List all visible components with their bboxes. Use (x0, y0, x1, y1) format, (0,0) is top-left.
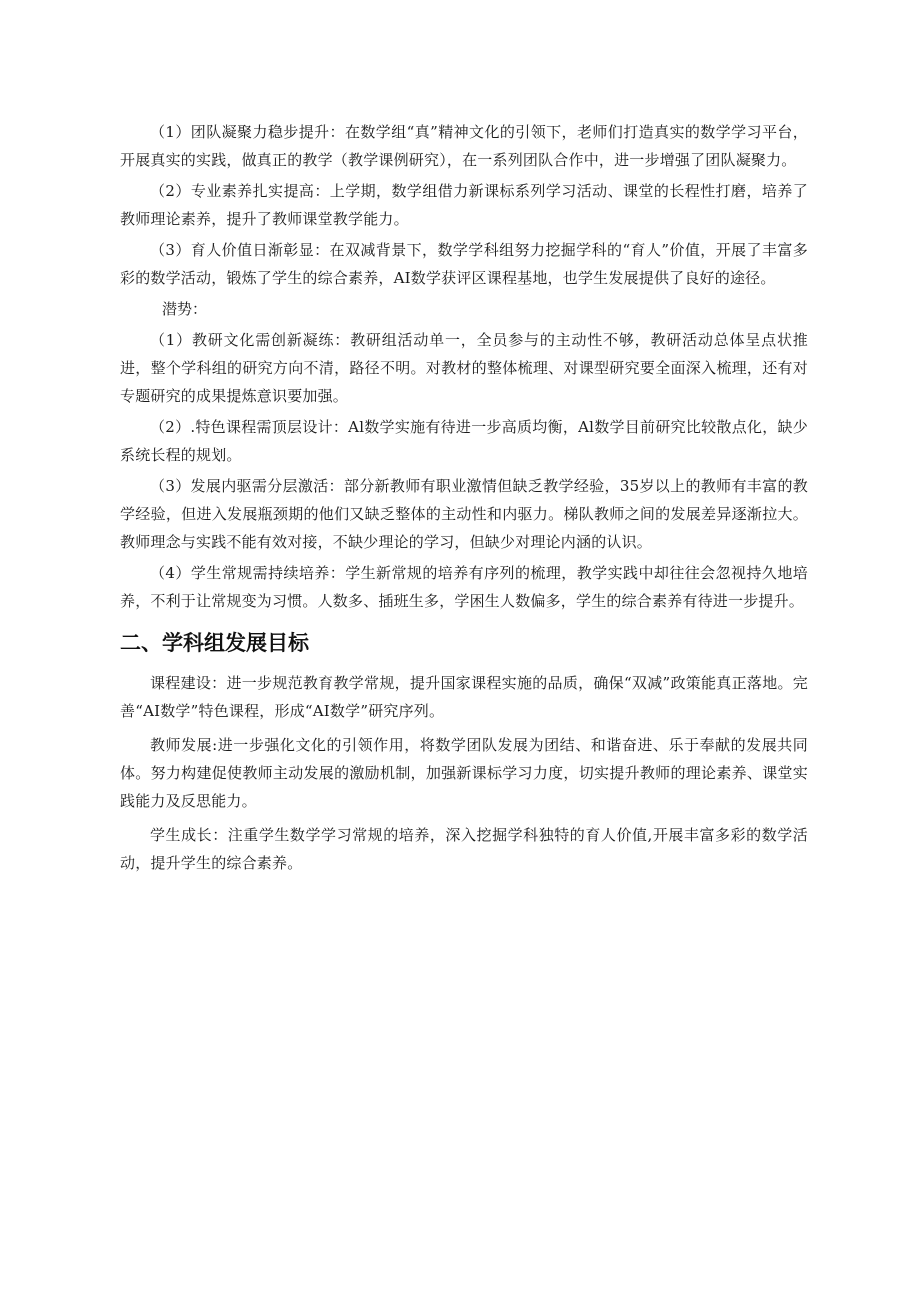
potential-heading: 潜势： (162, 300, 208, 318)
strength-item-2: （2）专业素养扎实提高：上学期，数学组借力新课标系列学习活动、课堂的长程性打磨，培养了教师理论素养，提升了教师课堂教学能力。 (120, 182, 808, 228)
goal-item-student: 学生成长：注重学生数学学习常规的培养，深入挖掘学科独特的育人价值,开展丰富多彩的数学活动，提升学生的综合素养。 (120, 826, 808, 872)
goal-item-teacher: 教师发展:进一步强化文化的引领作用，将数学团队发展为团结、和谐奋进、乐于奉献的发展共同体。努力构建促使教师主动发展的激励机制，加强新课标学习力度，切实提升教师的理论素养、课堂实践能力及反思能力。 (120, 736, 808, 810)
strength-item-1: （1）团队凝聚力稳步提升：在数学组“真”精神文化的引领下，老师们打造真实的数学学习平台，开展真实的实践，做真正的教学（教学课例研究），在一系列团队合作中，进一步增强了团队凝聚力。 (120, 123, 808, 169)
potential-item-1: （1）教研文化需创新凝练：教研组活动单一，全员参与的主动性不够，教研活动总体呈点状推进，整个学科组的研究方向不清，路径不明。对教材的整体梳理、对课型研究要全面深入梳理，还有对专题研究的成果提炼意识要加强。 (120, 331, 808, 405)
section-title-goals: 二、学科组发展目标 (120, 631, 309, 655)
strength-item-3: （3）育人价值日渐彰显：在双减背景下，数学学科组努力挖掘学科的“育人”价值，开展了丰富多彩的数学活动，锻炼了学生的综合素养，AI数学获评区课程基地，也学生发展提供了良好的途径。 (120, 241, 808, 287)
goal-item-curriculum: 课程建设：进一步规范教育教学常规，提升国家课程实施的品质，确保“双减”政策能真正落地。完善“AI数学”特色课程，形成“AI数学”研究序列。 (120, 674, 808, 720)
potential-item-3: （3）发展内驱需分层激活：部分新教师有职业激情但缺乏教学经验，35岁以上的教师有丰富的教学经验，但进入发展瓶颈期的他们又缺乏整体的主动性和内驱力。梯队教师之间的发展差异逐渐拉大。教师理念与实践不能有效对接，不缺少理论的学习，但缺少对理论内涵的认识。 (120, 477, 808, 551)
document-page (120, 118, 808, 877)
potential-item-4: （4）学生常规需持续培养：学生新常规的培养有序列的梳理，教学实践中却往往会忽视持久地培养，不利于让常规变为习惯。人数多、插班生多，学困生人数偏多，学生的综合素养有待进一步提升。 (120, 564, 808, 610)
potential-item-2: （2）.特色课程需顶层设计：Al数学实施有待进一步高质均衡，Al数学目前研究比较散点化，缺少系统长程的规划。 (120, 418, 808, 464)
